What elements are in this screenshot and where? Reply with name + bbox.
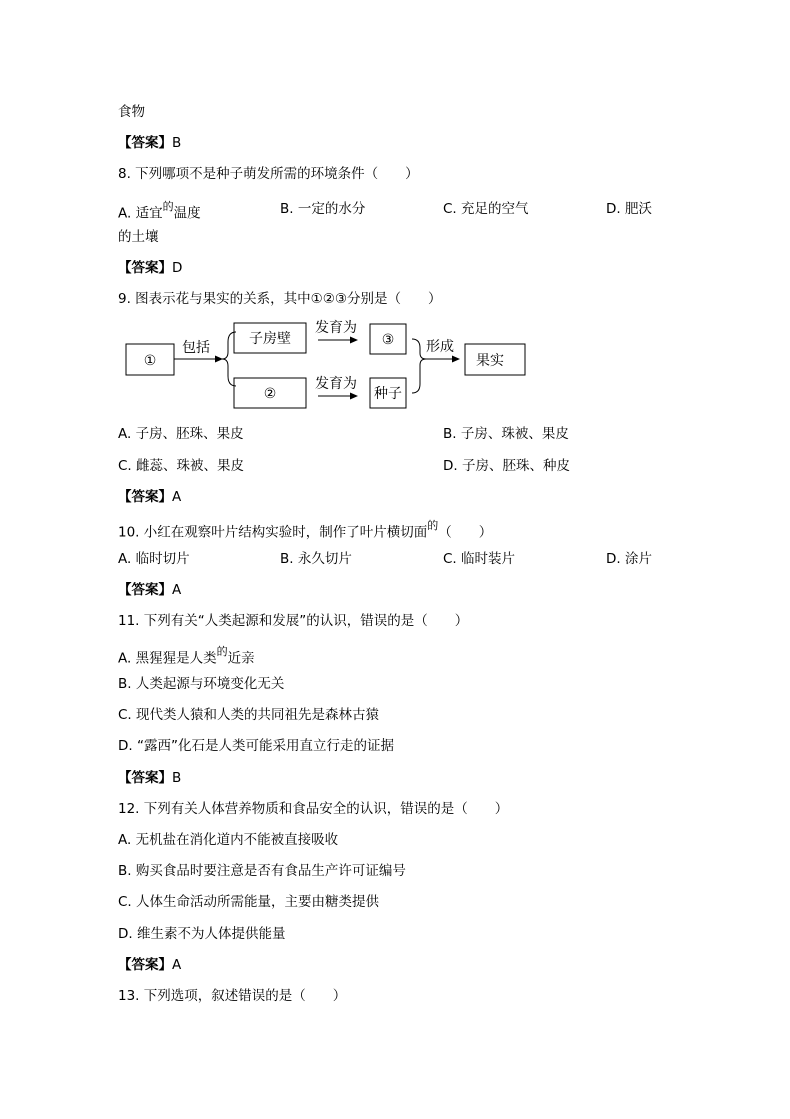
option-10a: A. 临时切片 xyxy=(118,551,190,567)
diagram-label-ovary-wall: 子房壁 xyxy=(249,331,291,347)
option-11d: D. “露西”化石是人类可能采用直立行走的证据 xyxy=(118,738,394,754)
question-text: （ ） xyxy=(438,524,493,541)
option-text: A. 适宜 xyxy=(118,205,163,222)
question-10 xyxy=(118,518,492,543)
answer-value: D xyxy=(172,260,183,276)
option-11b: B. 人类起源与环境变化无关 xyxy=(118,676,285,692)
diagram-label-3: ③ xyxy=(381,332,395,348)
flower-fruit-diagram xyxy=(118,318,538,418)
option-9c: C. 雌蕊、珠被、果皮 xyxy=(118,458,245,474)
answer-line xyxy=(118,955,181,975)
option-9d: D. 子房、胚珠、种皮 xyxy=(443,458,570,474)
diagram-label-develop-1: 发育为 xyxy=(315,320,357,336)
superscript-char: 的 xyxy=(427,519,439,532)
answer-line xyxy=(118,768,181,788)
answer-label: 【答案】 xyxy=(118,260,172,276)
answer-line xyxy=(118,258,182,278)
diagram-label-seed: 种子 xyxy=(374,386,402,402)
arrow-head xyxy=(350,393,358,400)
diagram-label-2: ② xyxy=(263,386,277,402)
arrow-head xyxy=(452,356,460,363)
answer-label: 【答案】 xyxy=(118,489,172,505)
answer-value: B xyxy=(172,770,182,786)
answer-label: 【答案】 xyxy=(118,770,172,786)
answer-label: 【答案】 xyxy=(118,957,172,973)
question-text: 10. 小红在观察叶片结构实验时，制作了叶片横切面 xyxy=(118,524,428,541)
option-8a xyxy=(118,199,201,224)
question-13: 13. 下列选项，叙述错误的是（ ） xyxy=(118,988,347,1004)
option-9b: B. 子房、珠被、果皮 xyxy=(443,426,569,442)
diagram-label-develop-2: 发育为 xyxy=(315,376,357,392)
option-11c: C. 现代类人猿和人类的共同祖先是森林古猿 xyxy=(118,707,380,723)
answer-value: A xyxy=(172,582,182,598)
answer-value: B xyxy=(172,135,182,151)
question-9: 9. 图表示花与果实的关系，其中①②③分别是（ ） xyxy=(118,291,442,307)
option-8c: C. 充足的空气 xyxy=(443,201,529,217)
option-10c: C. 临时装片 xyxy=(443,551,516,567)
question-11: 11. 下列有关“人类起源和发展”的认识，错误的是（ ） xyxy=(118,613,469,629)
diagram-label-1: ① xyxy=(143,353,157,369)
option-text: A. 黑猩猩是人类 xyxy=(118,650,217,667)
text-line: 食物 xyxy=(118,104,145,120)
option-12a: A. 无机盐在消化道内不能被直接吸收 xyxy=(118,832,339,848)
answer-label: 【答案】 xyxy=(118,135,172,151)
option-8d: D. 肥沃 xyxy=(606,201,652,217)
answer-line xyxy=(118,133,181,153)
answer-value: A xyxy=(172,957,182,973)
diagram-label-fruit: 果实 xyxy=(476,353,504,369)
superscript-char: 的 xyxy=(162,200,174,213)
option-text: 温度 xyxy=(173,205,201,222)
option-11a xyxy=(118,644,255,669)
arrow-head xyxy=(350,337,358,344)
option-12c: C. 人体生命活动所需能量，主要由糖类提供 xyxy=(118,894,380,910)
question-12: 12. 下列有关人体营养物质和食品安全的认识，错误的是（ ） xyxy=(118,801,509,817)
superscript-char: 的 xyxy=(216,645,228,658)
diagram-label-form: 形成 xyxy=(426,339,454,355)
answer-line xyxy=(118,580,181,600)
answer-label: 【答案】 xyxy=(118,582,172,598)
answer-value: A xyxy=(172,489,182,505)
option-text: 近亲 xyxy=(227,650,255,667)
curly-brace xyxy=(412,339,426,393)
option-8b: B. 一定的水分 xyxy=(280,201,366,217)
option-8d-continued: 的土壤 xyxy=(118,229,159,245)
option-10d: D. 涂片 xyxy=(606,551,652,567)
diagram-label-include: 包括 xyxy=(182,340,210,356)
question-8: 8. 下列哪项不是种子萌发所需的环境条件（ ） xyxy=(118,166,419,182)
option-12d: D. 维生素不为人体提供能量 xyxy=(118,926,286,942)
option-9a: A. 子房、胚珠、果皮 xyxy=(118,426,244,442)
option-10b: B. 永久切片 xyxy=(280,551,352,567)
arrow-head xyxy=(215,356,223,363)
answer-line xyxy=(118,487,181,507)
option-12b: B. 购买食品时要注意是否有食品生产许可证编号 xyxy=(118,863,406,879)
